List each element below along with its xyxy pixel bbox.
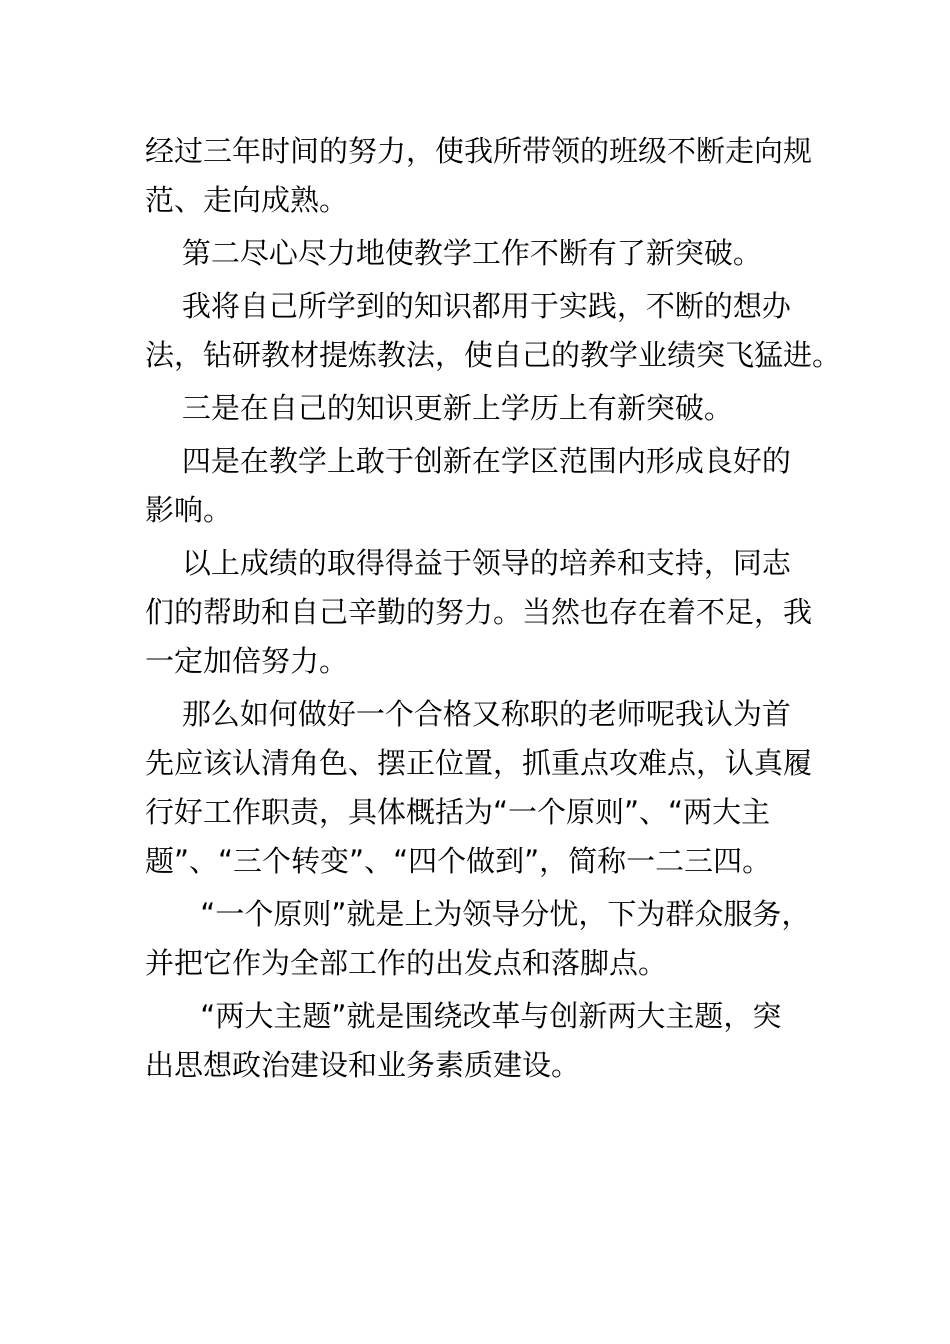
text-line: 影响。 [145, 493, 233, 527]
text-line: “一个原则”就是上为领导分忧，下为群众服务， [145, 897, 811, 931]
paragraph [145, 127, 825, 225]
text-line: 出思想政治建设和业务素质建设。 [145, 1048, 581, 1082]
paragraph [145, 890, 825, 988]
text-line: 们的帮助和自己辛勤的努力。当然也存在着不足，我 [145, 595, 813, 629]
text-line: 第二尽心尽力地使教学工作不断有了新突破。 [145, 236, 762, 270]
paragraph [145, 690, 825, 886]
text-line: 行好工作职责，具体概括为“一个原则”、“两大主 [145, 795, 771, 829]
paragraph [145, 229, 825, 278]
text-line: 那么如何做好一个合格又称职的老师呢我认为首 [145, 697, 791, 731]
text-line: 一定加倍努力。 [145, 644, 349, 678]
paragraph [145, 384, 825, 433]
document-body [145, 127, 842, 1090]
text-line: 经过三年时间的努力，使我所带领的班级不断走向规 [145, 134, 813, 168]
paragraph [145, 992, 825, 1090]
text-line: 四是在教学上敢于创新在学区范围内形成良好的 [145, 444, 791, 478]
text-line: 并把它作为全部工作的出发点和落脚点。 [145, 946, 668, 980]
text-line: “两大主题”就是围绕改革与创新两大主题，突 [145, 999, 782, 1033]
text-line: 题”、“三个转变”、“四个做到”，简称一二三四。 [145, 844, 772, 878]
text-line: 三是在自己的知识更新上学历上有新突破。 [145, 391, 733, 425]
paragraph [145, 282, 842, 380]
text-line: 以上成绩的取得得益于领导的培养和支持，同志 [145, 546, 791, 580]
paragraph [145, 539, 825, 686]
text-line: 法，钻研教材提炼教法，使自己的教学业绩突飞猛进。 [145, 338, 842, 372]
paragraph [145, 437, 825, 535]
text-line: 范、走向成熟。 [145, 183, 349, 217]
text-line: 先应该认清角色、摆正位置，抓重点攻难点，认真履 [145, 746, 813, 780]
text-line: 我将自己所学到的知识都用于实践，不断的想办 [145, 289, 791, 323]
